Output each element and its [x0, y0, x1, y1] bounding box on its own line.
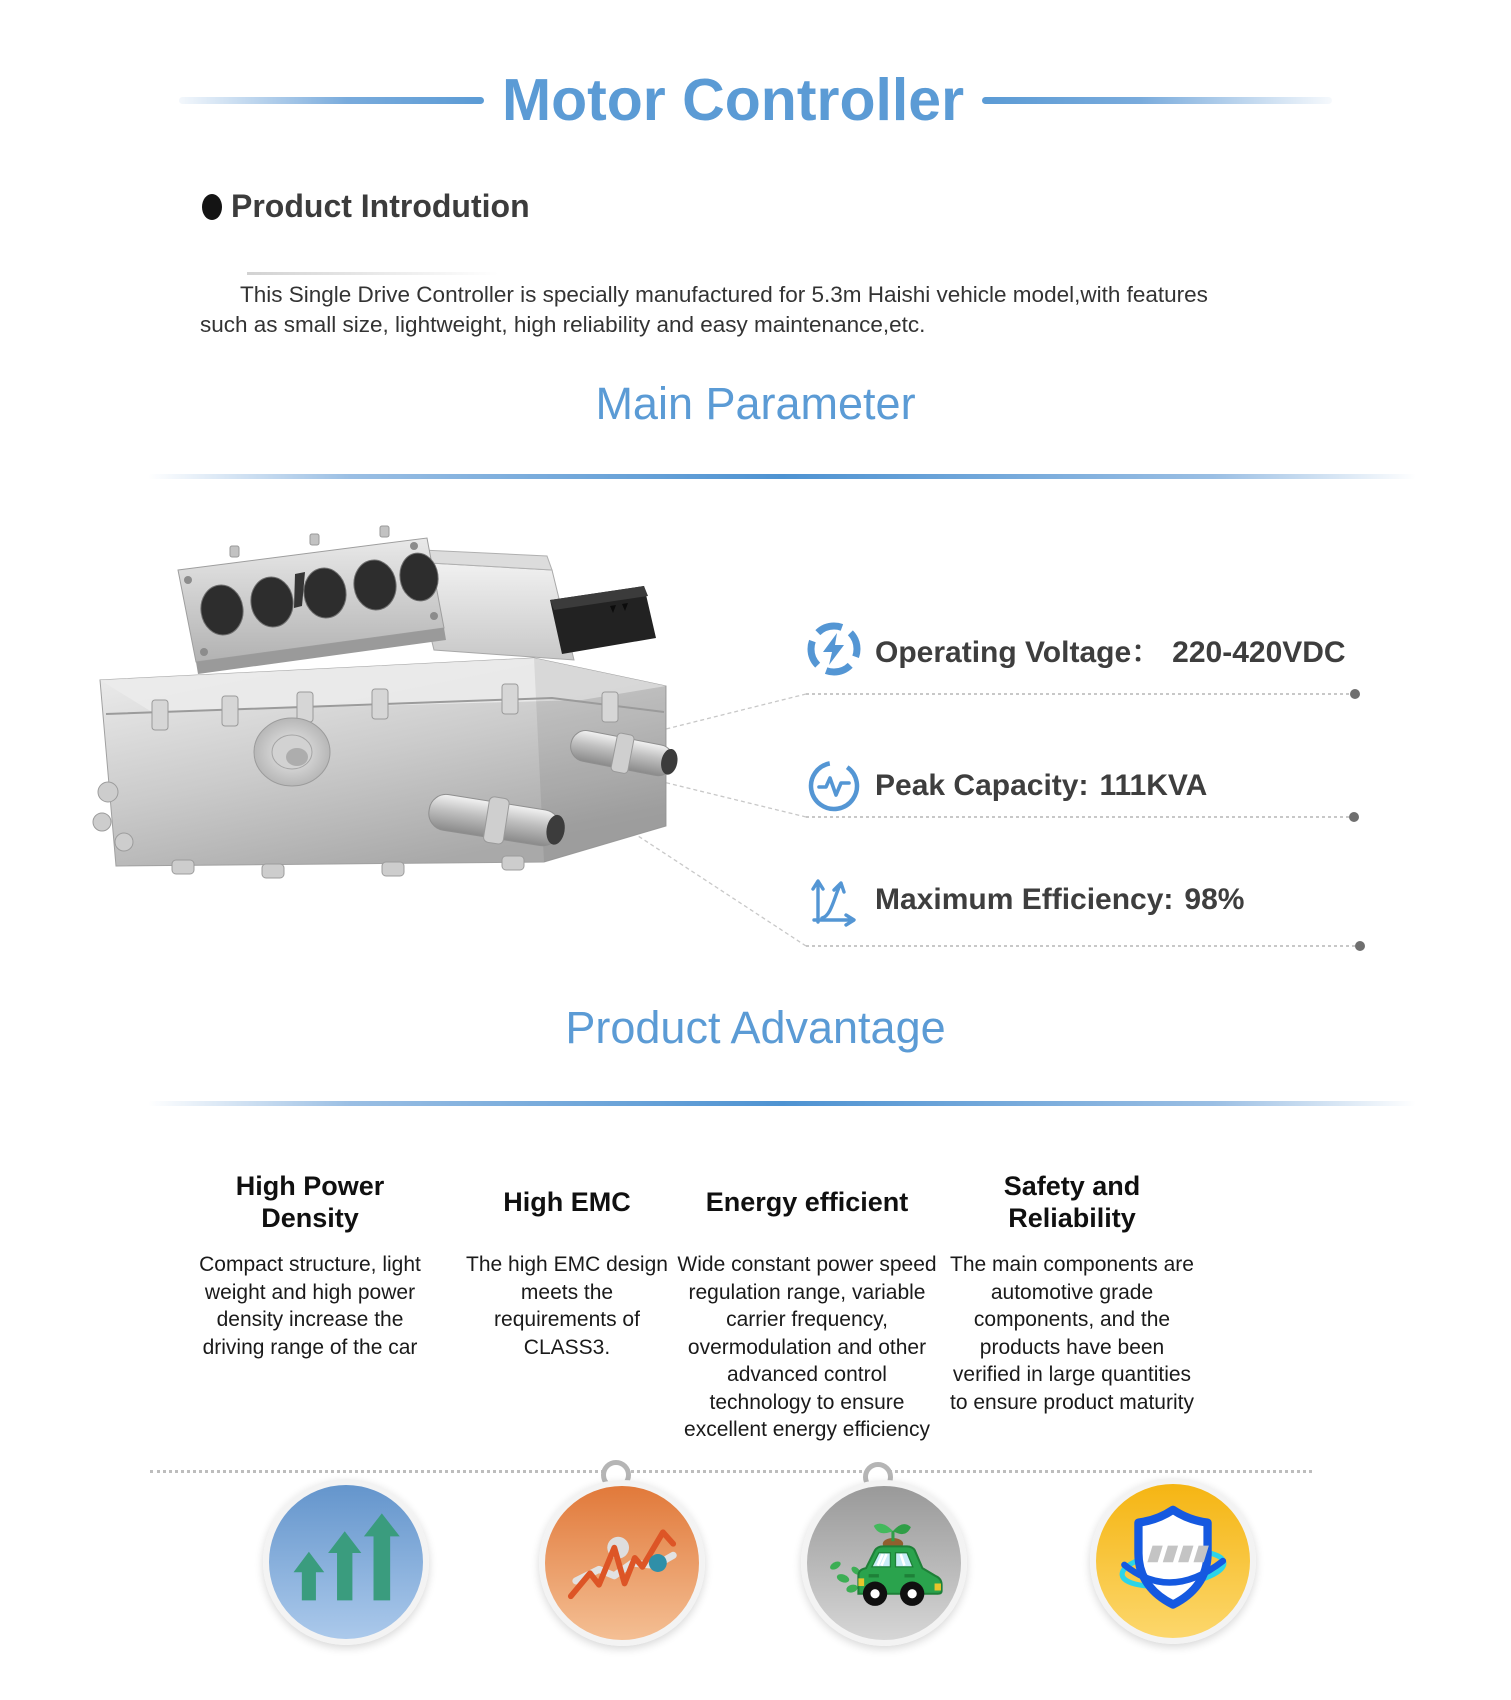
dotted-rail-line — [150, 1470, 1312, 1473]
advantage-column-energy-efficient — [674, 1163, 940, 1444]
security-shield-icon — [1090, 1478, 1256, 1644]
intro-paragraph-line: such as small size, lightweight, high reliability and easy maintenance,etc. — [200, 312, 926, 337]
advantage-title: High EMC — [503, 1187, 631, 1217]
title-accent-line-right — [982, 97, 1332, 104]
growth-arrows-icon — [263, 1479, 429, 1645]
security-shield-glyph — [1109, 1497, 1237, 1625]
section-divider — [148, 1101, 1416, 1106]
advantage-column-high-emc — [457, 1163, 677, 1361]
trend-chart-icon — [539, 1480, 705, 1646]
trend-chart-glyph — [558, 1499, 686, 1627]
advantage-text: Compact structure, light weight and high power density increase the driving range of the car — [199, 1253, 421, 1359]
efficiency-curve-icon — [806, 872, 862, 928]
advantage-title: High Power Density — [235, 1171, 385, 1233]
param-value: 98% — [1184, 883, 1245, 916]
intro-paragraph — [200, 280, 1210, 340]
advantage-column-high-power-density — [185, 1163, 435, 1361]
section-divider — [148, 474, 1416, 479]
eco-car-glyph — [820, 1499, 948, 1627]
lightning-circle-icon — [806, 621, 862, 677]
eco-car-icon — [801, 1480, 967, 1646]
advantage-column-safety-reliability — [947, 1163, 1197, 1416]
intro-paragraph-line: This Single Drive Controller is specially manufactured for 5.3m Haishi vehicle model,with features — [240, 282, 1208, 307]
title-accent-line-left — [179, 97, 484, 104]
intro-underline — [247, 272, 499, 275]
main-parameter-heading: Main Parameter — [595, 378, 916, 429]
intro-title: Product Introdution — [231, 188, 530, 224]
motor-controller-render — [82, 510, 692, 910]
advantage-title: Safety and Reliability — [1003, 1171, 1141, 1233]
param-label: Maximum Efficiency: 98% — [875, 883, 1245, 916]
bullet-icon — [202, 194, 222, 220]
advantage-text: The high EMC design meets the requirements of CLASS3. — [466, 1253, 668, 1359]
main-parameter-section — [0, 480, 1511, 980]
intro-heading — [202, 188, 530, 225]
param-value: 111KVA — [1099, 769, 1208, 802]
param-label: Peak Capacity: 111KVA — [875, 769, 1208, 802]
page-header — [0, 62, 1511, 138]
page-title: Motor Controller — [501, 67, 965, 133]
param-value: 220-420VDC — [1172, 636, 1346, 669]
product-advantage-heading: Product Advantage — [565, 1002, 946, 1053]
advantage-text: Wide constant power speed regulation range, variable carrier frequency, overmodulation and other advanced control technology to ensure excellent energy efficiency — [677, 1253, 937, 1441]
param-maximum-efficiency — [806, 872, 1244, 928]
param-operating-voltage — [806, 621, 1346, 677]
param-label: Operating Voltage： 220-420VDC — [875, 636, 1346, 669]
advantage-text: The main components are automotive grade components, and the products have been verified in large quantities to ensure product maturity — [950, 1253, 1194, 1414]
advantage-title: Energy efficient — [705, 1187, 909, 1217]
param-peak-capacity — [806, 758, 1207, 814]
pulse-circle-icon — [806, 758, 862, 814]
growth-arrows-glyph — [282, 1498, 410, 1626]
